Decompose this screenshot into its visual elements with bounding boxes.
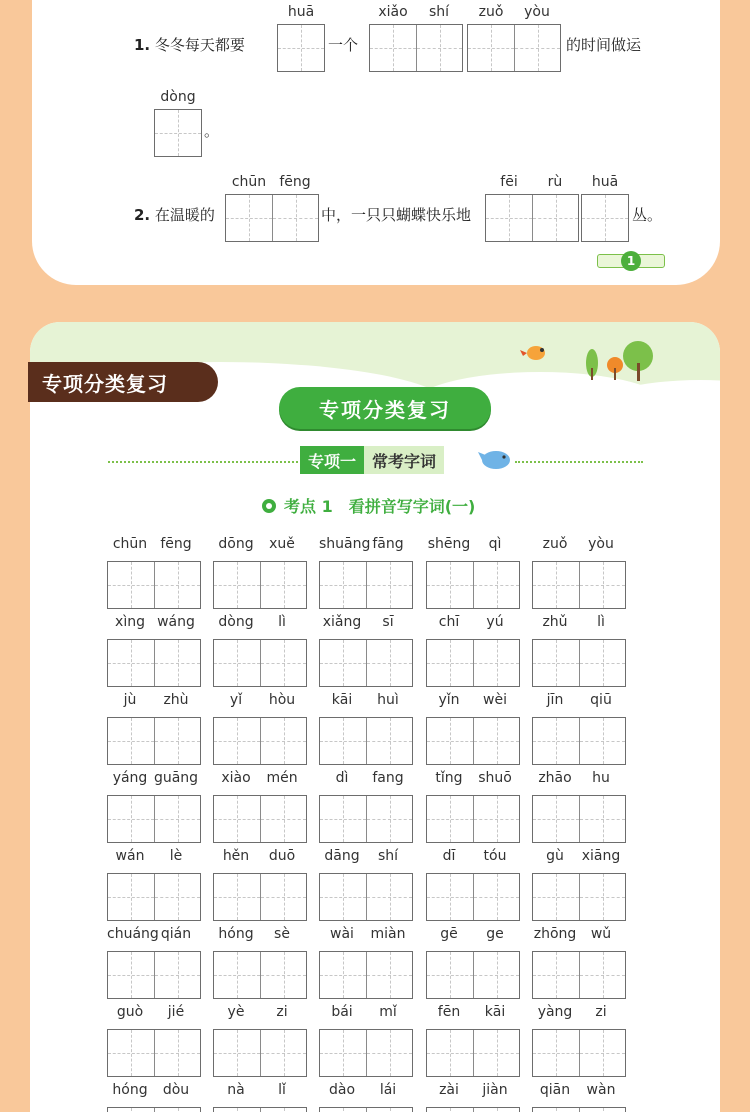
word-item: [319, 536, 411, 612]
pinyin: gē: [440, 926, 458, 942]
word-item: [426, 1004, 518, 1080]
writing-grid[interactable]: [532, 717, 626, 765]
writing-grid[interactable]: [319, 639, 413, 687]
pinyin: yòu: [588, 536, 614, 552]
pinyin-row: [426, 536, 518, 554]
pinyin: kāi: [484, 1004, 506, 1020]
question-1-end: 。: [204, 122, 220, 140]
word-item: [213, 1082, 305, 1112]
pinyin: hòu: [268, 692, 296, 708]
pinyin: dòu: [162, 1082, 190, 1098]
writing-grid[interactable]: [426, 795, 520, 843]
pinyin: chī: [438, 614, 460, 630]
pinyin: qián: [160, 926, 192, 942]
writing-grid[interactable]: [467, 24, 561, 72]
writing-grid[interactable]: [225, 194, 319, 242]
pinyin: xiāng: [581, 848, 621, 864]
writing-grid[interactable]: [107, 951, 201, 999]
pinyin-row: [107, 848, 199, 866]
pinyin: fēng: [160, 536, 192, 552]
word-item: [426, 1082, 518, 1112]
pinyin-row: [532, 926, 624, 944]
word-item: [107, 1082, 199, 1112]
pinyin: yǐn: [438, 692, 460, 708]
word-item: [213, 848, 305, 924]
pinyin-row: [319, 848, 411, 866]
writing-grid[interactable]: [213, 951, 307, 999]
writing-grid[interactable]: [154, 109, 202, 157]
pinyin: qiū: [590, 692, 612, 708]
section-name: 常考字词: [364, 446, 444, 474]
writing-grid[interactable]: [277, 24, 325, 72]
word-item: [532, 614, 624, 690]
divider: [515, 461, 643, 463]
pinyin: wàn: [586, 1082, 616, 1098]
word-item: [213, 770, 305, 846]
pinyin-row: [213, 1082, 305, 1100]
writing-grid[interactable]: [107, 561, 201, 609]
word-item: [213, 692, 305, 768]
pinyin: chūn: [231, 174, 267, 190]
page-badge: [597, 252, 665, 270]
writing-grid[interactable]: [213, 561, 307, 609]
pinyin-row: [426, 1004, 518, 1022]
pinyin-row: [426, 614, 518, 632]
pinyin-row: [213, 770, 305, 788]
section-number: 专项一: [300, 446, 364, 474]
pinyin: mén: [266, 770, 298, 786]
divider: [108, 461, 298, 463]
pinyin: qiān: [539, 1082, 571, 1098]
bird-icon: [478, 444, 514, 474]
writing-grid[interactable]: [426, 717, 520, 765]
pinyin: yàng: [537, 1004, 573, 1020]
pinyin: zhù: [163, 692, 189, 708]
writing-grid[interactable]: [213, 639, 307, 687]
pinyin: lǐ: [278, 1082, 286, 1098]
pinyin: gù: [546, 848, 564, 864]
pinyin: wǔ: [590, 926, 612, 942]
pinyin: dāng: [324, 848, 360, 864]
writing-grid[interactable]: [319, 795, 413, 843]
writing-grid[interactable]: [107, 795, 201, 843]
pinyin-row: [213, 1004, 305, 1022]
pinyin: hóng: [218, 926, 254, 942]
pinyin: duō: [268, 848, 296, 864]
word-item: [532, 1082, 624, 1112]
pinyin: lì: [278, 614, 286, 630]
pinyin: yú: [486, 614, 504, 630]
word-item: [107, 614, 199, 690]
pinyin: shí: [377, 848, 399, 864]
word-item: [532, 536, 624, 612]
word-item: [319, 692, 411, 768]
word-item: [319, 770, 411, 846]
pinyin: jīn: [546, 692, 564, 708]
word-item: [532, 848, 624, 924]
pinyin: zi: [595, 1004, 607, 1020]
pinyin: zuǒ: [542, 536, 568, 552]
pinyin-row: [532, 770, 624, 788]
word-item: [319, 1082, 411, 1112]
pinyin: lè: [169, 848, 183, 864]
word-item: [213, 536, 305, 612]
pinyin: zài: [439, 1082, 459, 1098]
pinyin-row: [213, 926, 305, 944]
pinyin: wán: [115, 848, 145, 864]
pinyin-row: [532, 848, 624, 866]
pinyin-row: [213, 848, 305, 866]
pinyin: huā: [287, 4, 315, 20]
question-1-mid: 一个: [328, 36, 359, 54]
word-item: [107, 1004, 199, 1080]
pinyin: xìng: [115, 614, 145, 630]
pinyin-row: [319, 536, 411, 554]
pinyin-row: [426, 926, 518, 944]
word-item: [426, 536, 518, 612]
question-2-mid: 中，一只只蝴蝶快乐地: [321, 206, 472, 224]
pinyin-row: [532, 1004, 624, 1022]
word-item: [426, 692, 518, 768]
writing-grid[interactable]: [107, 1029, 201, 1077]
pinyin: lái: [379, 1082, 397, 1098]
writing-grid[interactable]: [581, 194, 629, 242]
pinyin: jiàn: [482, 1082, 508, 1098]
pinyin-row: [107, 614, 199, 632]
page-number: 1: [621, 251, 641, 271]
pinyin: zuǒ: [478, 4, 504, 20]
pinyin: fēi: [500, 174, 518, 190]
word-item: [319, 614, 411, 690]
writing-grid[interactable]: [426, 561, 520, 609]
pinyin-row: [319, 692, 411, 710]
pinyin: guò: [116, 1004, 144, 1020]
pinyin: sī: [382, 614, 394, 630]
writing-grid[interactable]: [426, 873, 520, 921]
word-item: [532, 1004, 624, 1080]
pinyin: xiǎo: [378, 4, 408, 20]
pinyin: hěn: [222, 848, 250, 864]
question-2-prefix: 2. 在温暖的: [134, 206, 215, 224]
writing-grid[interactable]: [107, 639, 201, 687]
pinyin: zhǔ: [542, 614, 568, 630]
writing-grid[interactable]: [532, 639, 626, 687]
pinyin-row: [532, 536, 624, 554]
pinyin: kāi: [331, 692, 353, 708]
heart-icon: [262, 499, 276, 513]
question-1-prefix: 1. 冬冬每天都要: [134, 36, 245, 54]
pinyin: huā: [591, 174, 619, 190]
pinyin-row: [426, 770, 518, 788]
pinyin: shí: [428, 4, 450, 20]
pinyin-row: [107, 926, 199, 944]
writing-grid[interactable]: [319, 561, 413, 609]
pinyin-row: [319, 1004, 411, 1022]
word-item: [532, 692, 624, 768]
word-item: [107, 926, 199, 1002]
writing-grid[interactable]: [532, 1107, 626, 1112]
pinyin: zhōng: [533, 926, 577, 942]
pinyin: wài: [330, 926, 354, 942]
pinyin-row: [319, 770, 411, 788]
writing-grid[interactable]: [107, 717, 201, 765]
word-item: [107, 770, 199, 846]
word-item: [426, 614, 518, 690]
writing-grid[interactable]: [532, 795, 626, 843]
pinyin: shuāng: [319, 536, 371, 552]
pinyin-row: [532, 614, 624, 632]
pinyin: jié: [167, 1004, 185, 1020]
word-item: [426, 770, 518, 846]
word-item: [213, 1004, 305, 1080]
writing-grid[interactable]: [319, 1107, 413, 1112]
trees-bird-illustration: [520, 338, 660, 383]
pinyin-row: [107, 536, 199, 554]
pinyin: guāng: [153, 770, 199, 786]
writing-grid[interactable]: [213, 795, 307, 843]
pinyin-row: [107, 1082, 199, 1100]
pinyin-row: [213, 536, 305, 554]
pinyin: xiǎng: [322, 614, 362, 630]
pinyin: lì: [597, 614, 605, 630]
word-item: [319, 848, 411, 924]
pinyin: rù: [547, 174, 563, 190]
pinyin: nà: [227, 1082, 245, 1098]
writing-grid[interactable]: [319, 873, 413, 921]
pinyin-row: [426, 692, 518, 710]
word-item: [319, 926, 411, 1002]
pinyin: dì: [335, 770, 349, 786]
writing-grid[interactable]: [532, 873, 626, 921]
pinyin: hóng: [112, 1082, 148, 1098]
pinyin: miàn: [370, 926, 406, 942]
word-item: [532, 770, 624, 846]
writing-grid[interactable]: [107, 873, 201, 921]
writing-grid[interactable]: [485, 194, 579, 242]
question-2-end: 丛。: [632, 206, 663, 224]
pinyin: dào: [328, 1082, 356, 1098]
pinyin: dī: [442, 848, 456, 864]
pinyin: wáng: [157, 614, 195, 630]
word-item: [213, 614, 305, 690]
writing-grid[interactable]: [532, 561, 626, 609]
writing-grid[interactable]: [107, 1107, 201, 1112]
pinyin: hu: [592, 770, 610, 786]
pinyin-row: [213, 692, 305, 710]
pinyin: sè: [274, 926, 290, 942]
word-item: [107, 848, 199, 924]
page-title: 专项分类复习: [279, 387, 491, 429]
pinyin: xuě: [269, 536, 295, 552]
pinyin: chuáng: [107, 926, 159, 942]
word-item: [319, 1004, 411, 1080]
writing-grid[interactable]: [426, 1029, 520, 1077]
word-item: [426, 848, 518, 924]
pinyin: zi: [276, 1004, 288, 1020]
pinyin: yáng: [112, 770, 148, 786]
pinyin-row: [213, 614, 305, 632]
pinyin: shuō: [478, 770, 512, 786]
pinyin: dōng: [218, 536, 254, 552]
pinyin: huì: [377, 692, 399, 708]
writing-grid[interactable]: [426, 1107, 520, 1112]
pinyin: yè: [227, 1004, 245, 1020]
pinyin: yòu: [524, 4, 550, 20]
pinyin: yǐ: [229, 692, 243, 708]
pinyin-row: [319, 614, 411, 632]
word-item: [426, 926, 518, 1002]
pinyin-row: [426, 848, 518, 866]
pinyin-row: [426, 1082, 518, 1100]
pinyin: mǐ: [379, 1004, 397, 1020]
side-section-tag: 专项分类复习: [28, 362, 218, 402]
writing-grid[interactable]: [369, 24, 463, 72]
word-item: [532, 926, 624, 1002]
pinyin: fēng: [279, 174, 311, 190]
pinyin: chūn: [112, 536, 148, 552]
pinyin-row: [107, 770, 199, 788]
writing-grid[interactable]: [532, 951, 626, 999]
pinyin: qì: [488, 536, 502, 552]
pinyin-row: [532, 1082, 624, 1100]
writing-grid[interactable]: [213, 1029, 307, 1077]
pinyin: bái: [331, 1004, 353, 1020]
pinyin: fēn: [437, 1004, 461, 1020]
pinyin: xiào: [221, 770, 251, 786]
pinyin: ge: [486, 926, 504, 942]
pinyin-row: [532, 692, 624, 710]
section-tag: [300, 446, 444, 474]
writing-grid[interactable]: [319, 1029, 413, 1077]
pinyin: fāng: [372, 536, 404, 552]
word-item: [107, 536, 199, 612]
writing-grid[interactable]: [213, 717, 307, 765]
writing-grid[interactable]: [532, 1029, 626, 1077]
pinyin: dòng: [218, 614, 254, 630]
kaodian-heading: 考点 1 看拼音写字词(一): [262, 494, 475, 517]
pinyin: tǐng: [435, 770, 463, 786]
pinyin: shēng: [427, 536, 471, 552]
pinyin-row: [107, 692, 199, 710]
writing-grid[interactable]: [319, 951, 413, 999]
question-1-suffix: 的时间做运: [566, 36, 642, 54]
pinyin-row: [319, 1082, 411, 1100]
writing-grid[interactable]: [426, 951, 520, 999]
pinyin-row: [107, 1004, 199, 1022]
pinyin: wèi: [483, 692, 507, 708]
pinyin: dòng: [160, 89, 196, 105]
pinyin: zhāo: [538, 770, 572, 786]
writing-grid[interactable]: [319, 717, 413, 765]
writing-grid[interactable]: [213, 1107, 307, 1112]
writing-grid[interactable]: [426, 639, 520, 687]
word-item: [107, 692, 199, 768]
pinyin: jù: [123, 692, 137, 708]
writing-grid[interactable]: [213, 873, 307, 921]
pinyin: tóu: [483, 848, 507, 864]
pinyin: fang: [372, 770, 404, 786]
word-item: [213, 926, 305, 1002]
pinyin-row: [319, 926, 411, 944]
